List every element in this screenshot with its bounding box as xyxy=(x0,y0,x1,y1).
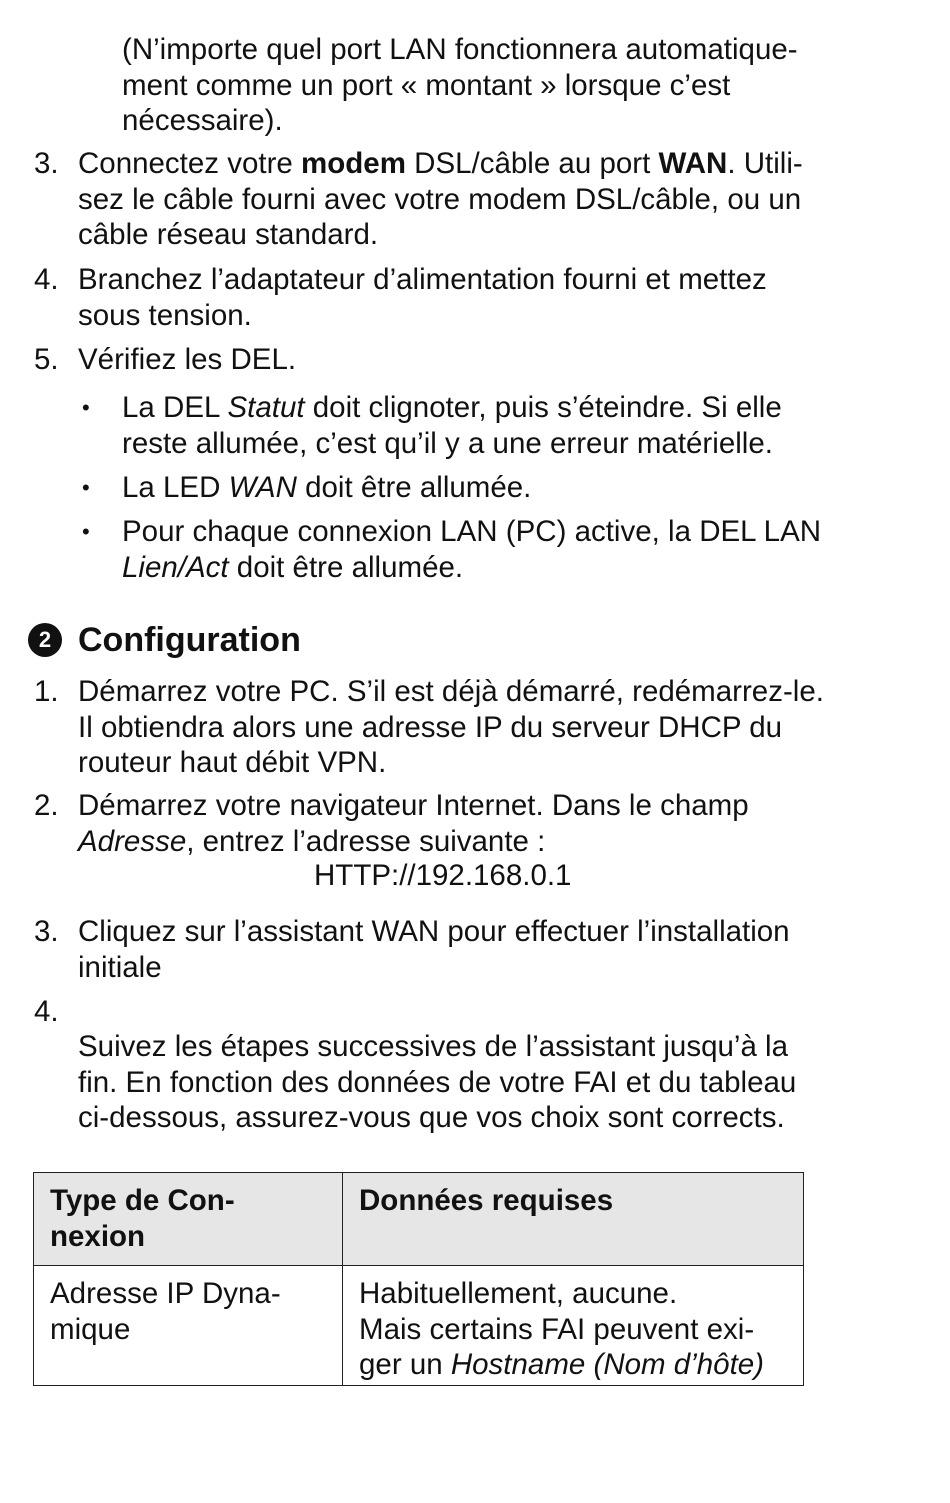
bullet-line xyxy=(122,470,902,506)
step-line: Suivez les étapes successives de l’assistant jusqu’à la xyxy=(78,1030,789,1063)
section-heading xyxy=(28,620,301,660)
step-line: initiale xyxy=(78,950,162,984)
step-text xyxy=(78,674,888,781)
table-row xyxy=(34,1266,804,1386)
italic-term: Hostname (Nom d’hôte) xyxy=(450,1348,764,1381)
bullet-fragment: doit être allumée. xyxy=(296,471,532,504)
step-number: 2. xyxy=(34,789,59,822)
step-line: Cliquez sur l’assistant WAN pour effectuer l’installation xyxy=(78,915,790,948)
table-cell xyxy=(343,1266,804,1386)
table-header-row xyxy=(34,1173,804,1266)
step-line: câble réseau standard. xyxy=(78,218,379,251)
table-header-cell xyxy=(34,1173,343,1266)
bullet-line: reste allumée, c’est qu’il y a une erreur matérielle. xyxy=(122,426,773,460)
bold-term: modem xyxy=(301,147,406,180)
step-text-fragment: DSL/câble au port xyxy=(405,147,659,180)
continuation-paragraph xyxy=(122,32,922,139)
connection-type-table xyxy=(33,1172,804,1386)
step-text xyxy=(78,262,888,333)
italic-term: WAN xyxy=(228,471,297,504)
step-text xyxy=(78,914,888,985)
bullet-text xyxy=(122,390,902,461)
italic-term: Adresse xyxy=(78,824,187,858)
table-cell xyxy=(34,1266,343,1386)
italic-term: Lien/Act xyxy=(122,550,229,584)
table-header-cell: Données requises xyxy=(343,1173,804,1266)
cell-line xyxy=(359,1347,787,1383)
step-line: Vérifiez les DEL. xyxy=(78,343,297,376)
italic-term: Statut xyxy=(227,391,305,424)
bullet-fragment: La DEL xyxy=(122,391,228,424)
step-text xyxy=(78,342,888,378)
cell-fragment: ger un xyxy=(359,1348,451,1381)
bullet-icon: • xyxy=(82,519,90,544)
step-number: 1. xyxy=(34,675,59,708)
step-line: fin. En fonction des données de votre FAI et du tableau xyxy=(78,1065,797,1099)
step-number: 4. xyxy=(34,263,59,296)
section-title: Configuration xyxy=(78,621,301,659)
step-number: 3. xyxy=(34,147,59,180)
router-url: HTTP://192.168.0.1 xyxy=(314,859,572,892)
bullet-line xyxy=(122,390,902,426)
bold-term: WAN xyxy=(658,147,728,180)
continuation-line: (N’importe quel port LAN fonctionnera automatique- xyxy=(122,33,798,66)
bullet-icon: • xyxy=(82,395,90,420)
step-line xyxy=(78,824,888,860)
step-line: Branchez l’adaptateur d’alimentation fourni et mettez xyxy=(78,263,767,296)
step-text-fragment: , entrez l’adresse suivante : xyxy=(186,824,546,858)
bullet-line xyxy=(122,550,902,586)
step-line: Démarrez votre navigateur Internet. Dans le champ xyxy=(78,789,749,822)
cell-line: mique xyxy=(50,1312,131,1346)
step-number: 3. xyxy=(34,915,59,948)
bullet-line: Pour chaque connexion LAN (PC) active, la DEL LAN xyxy=(122,515,822,548)
step-line: ci-dessous, assurez-vous que vos choix sont corrects. xyxy=(78,1101,785,1134)
bullet-fragment: doit clignoter, puis s’éteindre. Si elle xyxy=(304,391,782,424)
step-text xyxy=(78,1029,888,1136)
header-line: Type de Con- xyxy=(50,1184,235,1217)
bullet-icon: • xyxy=(82,475,90,500)
bullet-text xyxy=(122,470,902,506)
step-text-fragment: Connectez votre xyxy=(78,147,302,180)
step-number: 5. xyxy=(34,343,59,376)
section-number-icon: 2 xyxy=(28,623,62,657)
step-line: routeur haut débit VPN. xyxy=(78,746,387,779)
step-text xyxy=(78,788,888,859)
bullet-fragment: doit être allumée. xyxy=(228,550,464,584)
cell-line: Adresse IP Dyna- xyxy=(50,1277,281,1310)
step-line: Il obtiendra alors une adresse IP du serveur DHCP du xyxy=(78,710,783,744)
step-text-fragment: . Utili- xyxy=(727,147,803,180)
step-text xyxy=(78,146,888,253)
step-number: 4. xyxy=(34,995,59,1028)
step-line xyxy=(78,146,888,182)
header-line: nexion xyxy=(50,1219,146,1253)
continuation-line: ment comme un port « montant » lorsque c’est xyxy=(122,68,731,102)
step-line: sez le câble fourni avec votre modem DSL/câble, ou un xyxy=(78,182,802,216)
cell-line: Mais certains FAI peuvent exi- xyxy=(359,1312,755,1346)
step-line: sous tension. xyxy=(78,298,252,332)
cell-line: Habituellement, aucune. xyxy=(359,1277,678,1310)
step-line: Démarrez votre PC. S’il est déjà démarré, redémarrez-le. xyxy=(78,675,824,708)
continuation-line: nécessaire). xyxy=(122,104,283,137)
bullet-text xyxy=(122,514,902,585)
bullet-fragment: La LED xyxy=(122,471,229,504)
